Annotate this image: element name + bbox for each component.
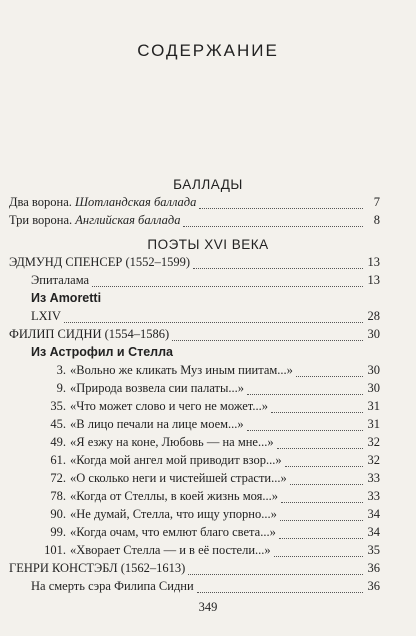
toc-subheading	[31, 291, 380, 309]
entry-title: ФИЛИП СИДНИ (1554–1586)	[9, 327, 170, 341]
entry-page: 8	[373, 213, 380, 227]
entry-title: На смерть сэра Филипа Сидни	[31, 579, 194, 593]
entry-page: 36	[367, 561, 380, 575]
toc-entry[interactable]	[9, 195, 380, 213]
entry-title: 72. «О сколько неги и чистейшей страсти...»	[50, 471, 287, 485]
leader-dots	[199, 198, 363, 209]
entry-title: 101. «Хворает Стелла — и в её постели...»	[44, 543, 271, 557]
leader-dots	[92, 276, 363, 287]
leader-dots	[290, 474, 363, 485]
entry-title: 9. «Природа возвела сии палаты...»	[56, 381, 245, 395]
leader-dots	[172, 330, 363, 341]
entry-page: 32	[367, 453, 380, 467]
entry-title: LXIV	[31, 309, 61, 323]
entry-page: 7	[373, 195, 380, 209]
toc-entry[interactable]	[31, 579, 380, 597]
section-heading-poets: ПОЭТЫ XVI ВЕКА	[147, 237, 269, 252]
entry-page: 31	[367, 417, 380, 431]
leader-dots	[280, 510, 363, 521]
toc-entry[interactable]	[32, 471, 380, 489]
toc-entry[interactable]	[32, 543, 380, 561]
toc-subheading	[31, 345, 380, 363]
entry-title: Три ворона. Английская баллада	[9, 213, 181, 227]
entry-page: 32	[367, 435, 380, 449]
entry-title: 78. «Когда от Стеллы, в коей жизнь моя...»	[50, 489, 279, 503]
entry-title: 45. «В лицо печали на лице моем...»	[50, 417, 244, 431]
toc-entry-author[interactable]	[9, 561, 380, 579]
leader-dots	[296, 366, 363, 377]
entry-page: 30	[367, 363, 380, 377]
entry-page: 34	[367, 507, 380, 521]
entry-title: 99. «Когда очам, что емлют благо света...»	[50, 525, 276, 539]
leader-dots	[274, 546, 363, 557]
page-number: 349	[198, 600, 218, 614]
section-heading-ballads: БАЛЛАДЫ	[173, 177, 243, 192]
toc-entry[interactable]	[32, 417, 380, 435]
leader-dots	[193, 258, 363, 269]
entry-page: 35	[367, 543, 380, 557]
leader-dots	[197, 582, 363, 593]
toc-entry[interactable]	[9, 213, 380, 231]
entry-title: Эпиталама	[31, 273, 90, 287]
entry-title: 49. «Я езжу на коне, Любовь — на мне...»	[50, 435, 274, 449]
entry-title: 90. «Не думай, Стелла, что ищу упорно...»	[50, 507, 277, 521]
toc-entry[interactable]	[32, 363, 380, 381]
entry-page: 30	[367, 327, 380, 341]
toc-entry[interactable]	[32, 435, 380, 453]
toc-entry[interactable]	[32, 489, 380, 507]
leader-dots	[183, 216, 363, 227]
leader-dots	[271, 402, 363, 413]
toc-entry[interactable]	[32, 525, 380, 543]
toc-entry[interactable]	[31, 309, 380, 327]
leader-dots	[247, 420, 363, 431]
toc-entry-author[interactable]	[9, 255, 380, 273]
toc-entry[interactable]	[32, 453, 380, 471]
entry-page: 31	[367, 399, 380, 413]
entry-title: 61. «Когда мой ангел мой приводит взор...»	[50, 453, 282, 467]
leader-dots	[247, 384, 363, 395]
entry-page: 33	[367, 489, 380, 503]
page-title: СОДЕРЖАНИЕ	[137, 41, 279, 60]
entry-page: 34	[367, 525, 380, 539]
toc-entry-author[interactable]	[9, 327, 380, 345]
entry-page: 13	[367, 273, 380, 287]
toc-entry[interactable]	[32, 381, 380, 399]
leader-dots	[279, 528, 363, 539]
leader-dots	[285, 456, 363, 467]
entry-title: ГЕНРИ КОНСТЭБЛ (1562–1613)	[9, 561, 186, 575]
entry-title: 35. «Что может слово и чего не может...»	[50, 399, 268, 413]
subheading-title: Из Астрофил и Стелла	[31, 345, 174, 359]
toc-entry[interactable]	[32, 399, 380, 417]
leader-dots	[188, 564, 363, 575]
entry-page: 33	[367, 471, 380, 485]
entry-title: 3. «Вольно же кликать Муз иным пиитам...»	[56, 363, 293, 377]
entry-page: 13	[367, 255, 380, 269]
toc-entry[interactable]	[32, 507, 380, 525]
leader-dots	[281, 492, 363, 503]
entry-page: 28	[367, 309, 380, 323]
entry-title: Два ворона. Шотландская баллада	[9, 195, 197, 209]
toc-entry[interactable]	[31, 273, 380, 291]
subheading-title: Из Amoretti	[31, 291, 102, 305]
leader-dots	[64, 312, 363, 323]
entry-page: 36	[367, 579, 380, 593]
entry-page: 30	[367, 381, 380, 395]
leader-dots	[277, 438, 363, 449]
entry-title: ЭДМУНД СПЕНСЕР (1552–1599)	[9, 255, 191, 269]
